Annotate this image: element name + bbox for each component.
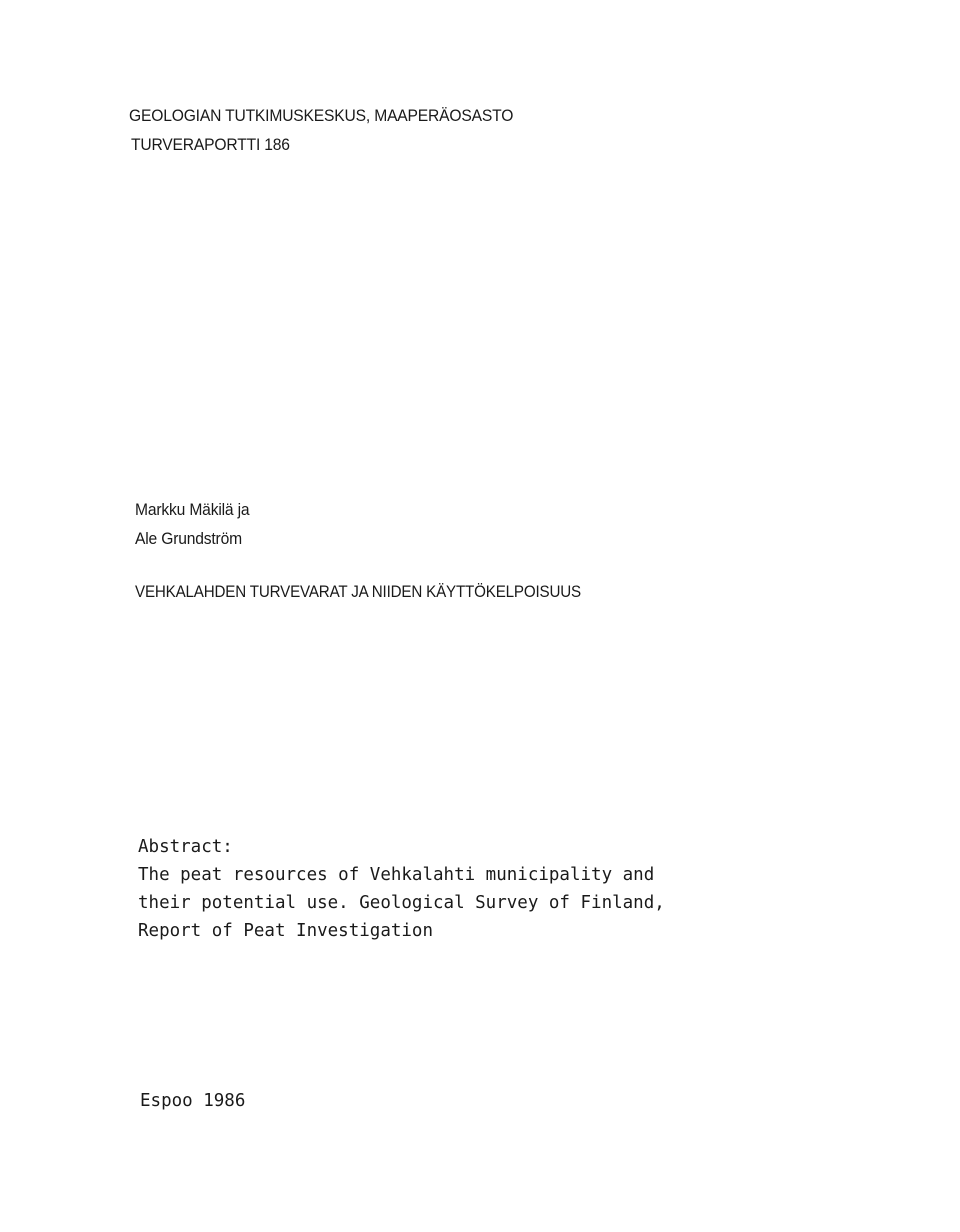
report-series: TURVERAPORTTI 186 xyxy=(131,135,290,154)
author-line-2: Ale Grundström xyxy=(135,529,242,548)
abstract-line: their potential use. Geological Survey of Finland, xyxy=(138,893,665,913)
abstract-line: Report of Peat Investigation xyxy=(138,921,434,941)
abstract-label: Abstract: xyxy=(138,837,233,857)
abstract-line: The peat resources of Vehkalahti municipality and xyxy=(138,865,655,885)
organization-header: GEOLOGIAN TUTKIMUSKESKUS, MAAPERÄOSASTO xyxy=(129,106,514,125)
report-title: VEHKALAHDEN TURVEVARAT JA NIIDEN KÄYTTÖKELPOISUUS xyxy=(135,583,581,601)
place-and-year: Espoo 1986 xyxy=(140,1091,246,1111)
author-line-1: Markku Mäkilä ja xyxy=(135,500,250,519)
